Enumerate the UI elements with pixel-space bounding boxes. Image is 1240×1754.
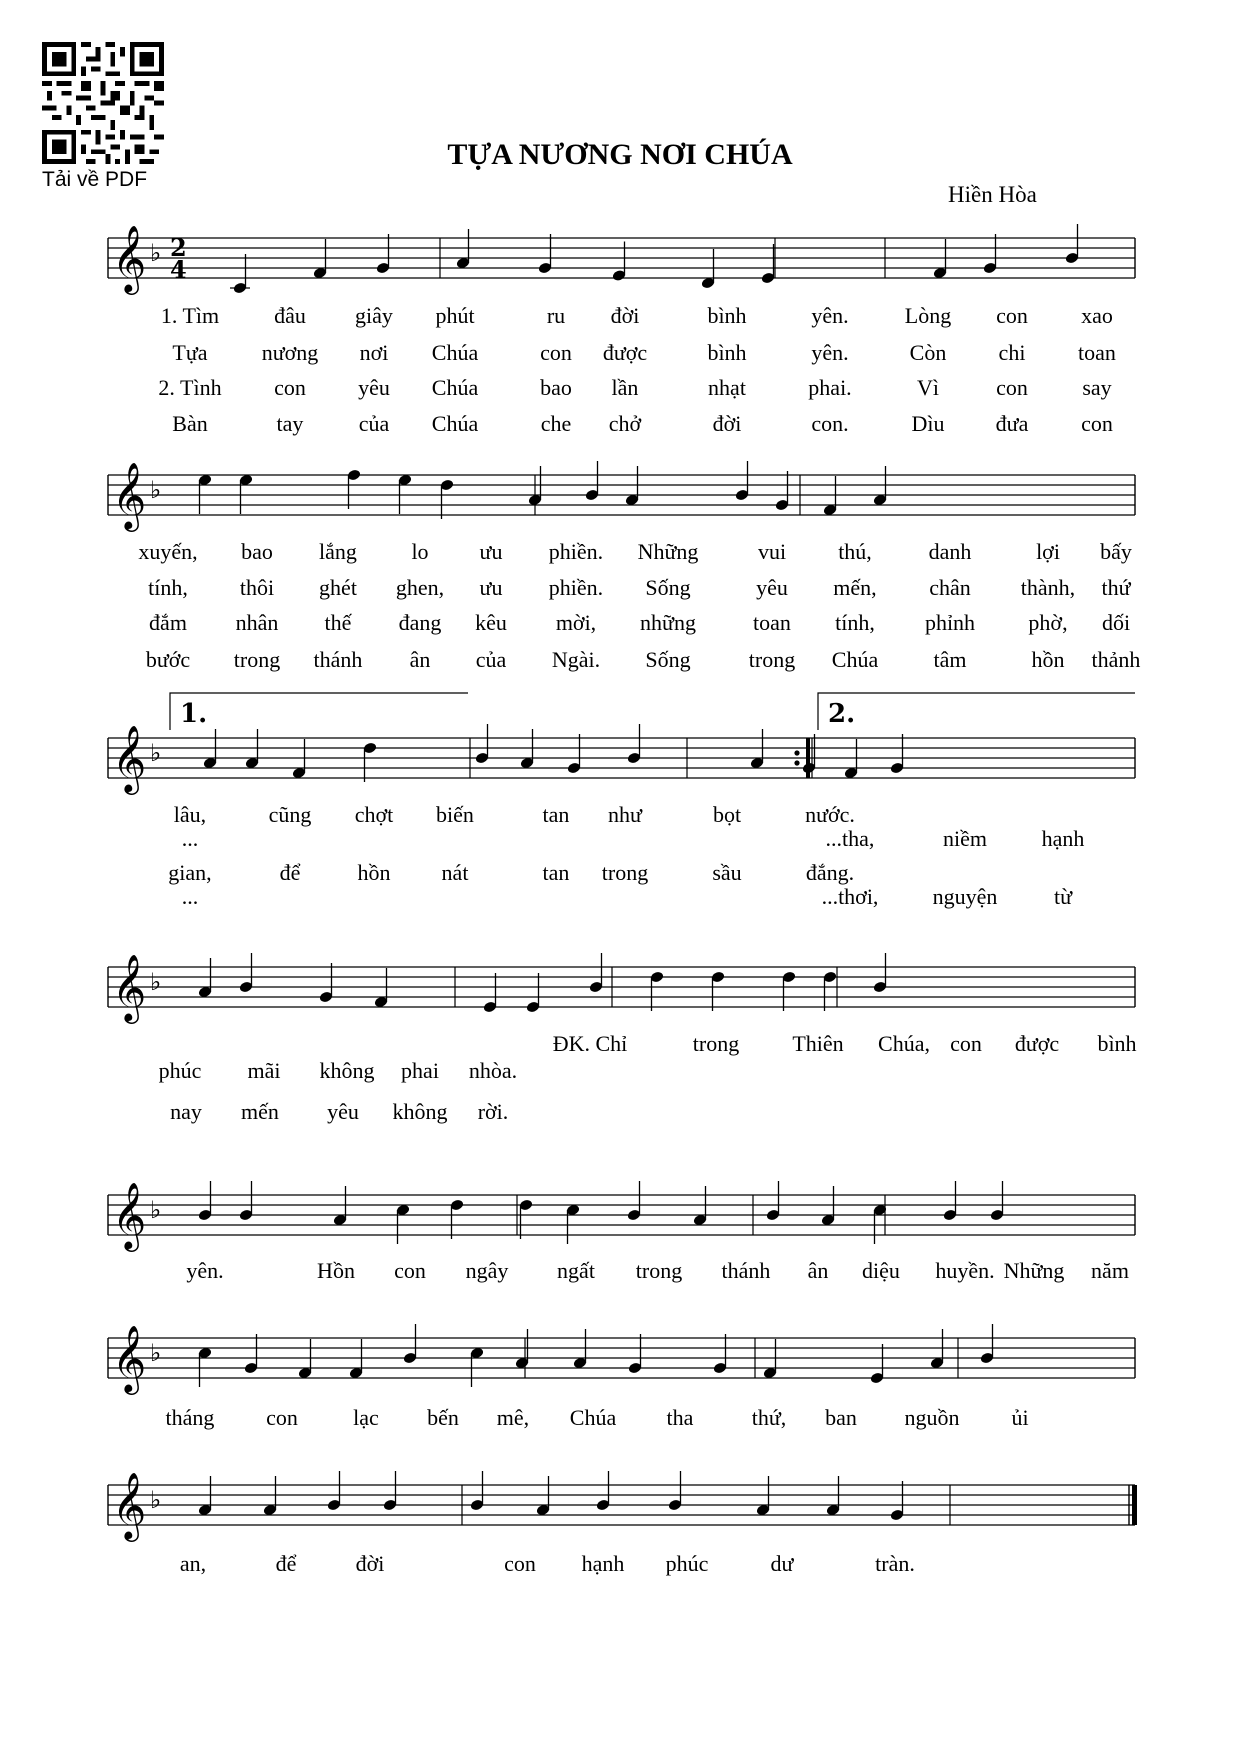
lyric-syllable: ghét [319,575,357,600]
lyric-syllable: an, [179,1551,207,1576]
lyric-syllable: phai. [808,375,852,400]
lyric-syllable: bọt [712,802,742,827]
lyric-syllable: bến [427,1405,459,1430]
lyric-syllable: đời [610,303,640,328]
lyric-syllable: bước [145,647,191,672]
lyric-syllable: Ngài. [551,647,601,672]
lyric-syllable: phiền. [548,539,604,564]
lyric-syllable: phúc [665,1551,709,1576]
lyric-syllable: không [392,1099,448,1124]
lyric-syllable: ... [181,826,199,851]
lyric-syllable: nhân [235,610,279,635]
lyric-syllable: Vì [917,375,939,400]
lyric-line [0,411,1240,441]
volta-2-label: 2. [828,699,856,729]
key-signature-flat: ♭ [150,1339,162,1367]
lyric-line [0,647,1240,677]
lyric-syllable: Chúa [431,375,479,400]
lyric-syllable: xao [1081,303,1113,328]
lyric-syllable: không [319,1058,375,1083]
lyric-syllable: con [1081,411,1113,436]
lyric-syllable: bao [540,375,572,400]
repeat-dot [794,760,799,765]
lyric-syllable: nguồn [904,1405,960,1430]
lyric-syllable: lâu, [173,802,207,827]
staff-system [108,953,1135,1024]
lyric-line [0,1031,1240,1061]
lyric-syllable: Chúa [431,340,479,365]
lyric-line [0,610,1240,640]
lyric-syllable: tháng [165,1405,215,1430]
lyric-syllable: trong [692,1031,740,1056]
final-barline-thick [1132,1485,1137,1525]
lyric-syllable: đâu [274,303,306,328]
lyric-syllable: lần [611,375,639,400]
lyric-syllable: Tựa [172,340,208,365]
lyric-syllable: phúc [158,1058,202,1083]
lyric-syllable: thú, [838,539,872,564]
lyric-line [0,1258,1240,1288]
staff-system [108,1181,1135,1252]
lyric-syllable: thảnh [1091,647,1141,672]
lyric-syllable: danh [928,539,972,564]
key-signature-flat: ♭ [150,1196,162,1224]
lyric-syllable: Chúa [569,1405,617,1430]
key-signature-flat: ♭ [150,968,162,996]
lyric-syllable: ngất [557,1258,595,1283]
lyric-syllable: Những [1003,1258,1065,1283]
lyric-syllable: yên. [811,303,849,328]
lyric-syllable: giây [355,303,393,328]
treble-clef: 𝄞 [112,1181,147,1249]
treble-clef: 𝄞 [112,224,147,292]
lyric-syllable: lợi [1036,539,1060,564]
lyric-syllable: những [640,610,696,635]
lyric-syllable: để [275,1551,297,1576]
lyric-syllable: con. [811,411,849,436]
staff-system [108,461,1135,532]
treble-clef: 𝄞 [112,461,147,529]
lyric-line [0,826,1240,856]
lyric-syllable: yêu [327,1099,359,1124]
lyric-syllable: kêu [475,610,507,635]
lyric-syllable: chở [608,411,642,436]
key-signature-flat: ♭ [150,239,162,267]
lyric-syllable: ĐK. Chỉ [552,1031,628,1056]
lyric-syllable: toan [1078,340,1116,365]
volta-1-label: 1. [180,699,208,729]
lyric-syllable: con [394,1258,426,1283]
staff-system [108,224,1135,295]
lyric-line [0,375,1240,405]
lyric-syllable: năm [1091,1258,1129,1283]
lyric-syllable: lo [411,539,429,564]
lyric-syllable: đắng. [805,860,855,885]
lyric-syllable: ngây [465,1258,509,1283]
lyric-syllable: chân [929,575,971,600]
lyric-syllable: ...tha, [825,826,875,851]
lyric-syllable: sầu [712,860,742,885]
lyric-syllable: đời [712,411,742,436]
lyric-syllable: phờ, [1028,610,1068,635]
lyric-syllable: tan [542,802,570,827]
lyric-syllable: Bàn [172,411,208,436]
lyric-syllable: tha [666,1405,694,1430]
lyric-syllable: thứ, [751,1405,787,1430]
lyric-syllable: từ [1053,884,1073,909]
download-pdf-link[interactable]: Tải về PDF [42,168,148,191]
lyric-syllable: thôi [239,575,275,600]
lyric-syllable: tâm [933,647,967,672]
lyric-syllable: nương [261,340,319,365]
lyric-syllable: yêu [358,375,390,400]
lyric-syllable: phiền. [548,575,604,600]
time-signature-bottom: 4 [170,255,187,284]
lyric-syllable: lắng [319,539,357,564]
lyric-syllable: vui [757,539,787,564]
lyric-syllable: biến [436,802,474,827]
lyric-syllable: trong [748,647,796,672]
lyric-syllable: nhòa. [468,1058,518,1083]
lyric-syllable: ân [807,1258,829,1283]
staff-system [108,724,1135,795]
lyric-syllable: con [504,1551,536,1576]
lyric-syllable: nát [441,860,469,885]
lyric-syllable: trong [635,1258,683,1283]
lyric-syllable: gian, [168,860,212,885]
treble-clef: 𝄞 [112,1471,147,1539]
repeat-dot [794,750,799,755]
lyric-line [0,1405,1240,1435]
lyric-syllable: hồn [357,860,391,885]
lyric-syllable: nhạt [708,375,746,400]
lyric-syllable: xuyến, [138,539,198,564]
lyric-syllable: ủi [1011,1405,1029,1430]
key-signature-flat: ♭ [150,739,162,767]
song-title: TỰA NƯƠNG NƠI CHÚA [447,138,793,171]
lyric-syllable: Những [637,539,699,564]
lyric-syllable: bình [1097,1031,1137,1056]
lyric-syllable: phút [435,303,475,328]
lyric-syllable: ghen, [395,575,445,600]
volta-2-bracket [818,693,1135,730]
lyric-syllable: yêu [756,575,788,600]
staff-system [108,1324,1135,1395]
lyric-syllable: con [996,375,1028,400]
lyric-syllable: thánh [721,1258,771,1283]
lyric-syllable: ưu [479,575,503,600]
lyric-syllable: tràn. [875,1551,915,1576]
lyric-syllable: Thiên [792,1031,844,1056]
lyric-syllable: thành, [1020,575,1076,600]
lyric-syllable: bao [241,539,273,564]
lyric-syllable: 1. Tìm [160,303,220,328]
key-signature-flat: ♭ [150,476,162,504]
lyric-line [0,575,1240,605]
lyric-line [0,1551,1240,1581]
key-signature-flat: ♭ [150,1486,162,1514]
lyric-syllable: che [540,411,572,436]
lyric-syllable: rời. [477,1099,509,1124]
lyric-syllable: ưu [479,539,503,564]
lyric-syllable: được [1014,1031,1060,1056]
lyric-line [0,884,1240,914]
lyric-syllable: của [475,647,507,672]
lyric-syllable: để [279,860,301,885]
lyric-syllable: tính, [835,610,875,635]
lyric-syllable: con [540,340,572,365]
lyric-syllable: Chúa [431,411,479,436]
lyric-syllable: huyền. [935,1258,995,1283]
lyric-syllable: đắm [149,610,187,635]
lyric-syllable: ru [546,303,566,328]
lyric-syllable: mời, [555,610,597,635]
lyric-syllable: mãi [247,1058,281,1083]
lyric-syllable: 2. Tình [158,375,222,400]
lyric-syllable: của [358,411,390,436]
lyric-line [0,539,1240,569]
lyric-syllable: toan [753,610,791,635]
lyric-syllable: hạnh [581,1551,625,1576]
lyric-syllable: trong [601,860,649,885]
time-signature-top: 2 [170,233,187,262]
lyric-syllable: Còn [909,340,947,365]
lyric-line [0,1058,1240,1088]
lyric-syllable: phai [401,1058,439,1083]
lyric-syllable: như [608,802,642,827]
lyric-syllable: đang [398,610,442,635]
composer-name: Hiền Hòa [948,182,1037,207]
lyric-syllable: con [274,375,306,400]
lyric-syllable: mê, [496,1405,530,1430]
lyric-syllable: dư [770,1551,794,1576]
lyric-syllable: niềm [943,826,987,851]
lyric-syllable: bình [707,340,747,365]
lyric-syllable: Sống [645,647,691,672]
lyric-line [0,1099,1240,1129]
lyric-syllable: ân [409,647,431,672]
lyric-syllable: tính, [148,575,188,600]
lyric-syllable: ... [181,884,199,909]
lyric-syllable: phỉnh [924,610,976,635]
lyric-syllable: dối [1101,610,1131,635]
lyric-syllable: Chúa, [878,1031,930,1056]
lyric-syllable: nơi [359,340,389,365]
lyric-syllable: thánh [313,647,363,672]
lyric-syllable: chi [998,340,1026,365]
lyric-syllable: con [996,303,1028,328]
lyric-syllable: đời [355,1551,385,1576]
lyric-syllable: yên. [811,340,849,365]
lyric-syllable: mến [241,1099,279,1124]
lyric-syllable: được [602,340,648,365]
lyric-syllable: đưa [995,411,1029,436]
lyric-syllable: nước. [805,802,855,827]
lyric-syllable: chợt [354,802,394,827]
lyric-syllable: con [950,1031,982,1056]
lyric-syllable: thứ [1101,575,1131,600]
lyric-syllable: Hồn [317,1258,355,1283]
lyric-syllable: Chúa [831,647,879,672]
lyric-syllable: hồn [1031,647,1065,672]
lyric-syllable: yên. [186,1258,224,1283]
lyric-syllable: say [1082,375,1112,400]
repeat-barline [806,738,810,778]
lyric-line [0,340,1240,370]
lyric-syllable: con [266,1405,298,1430]
lyric-syllable: ban [825,1405,857,1430]
lyric-syllable: nay [170,1099,202,1124]
lyric-syllable: cũng [268,802,312,827]
lyric-syllable: tay [276,411,304,436]
lyric-syllable: mến, [833,575,877,600]
lyric-syllable: tan [542,860,570,885]
lyric-syllable: trong [233,647,281,672]
lyric-syllable: Dìu [911,411,945,436]
lyric-syllable: hạnh [1041,826,1085,851]
lyric-syllable: nguyện [932,884,998,909]
volta-brackets [170,693,1135,778]
lyric-syllable: thế [324,610,352,635]
staff-system [108,1471,1137,1542]
volta-1-bracket [170,693,468,730]
treble-clef: 𝄞 [112,1324,147,1392]
lyric-syllable: diệu [862,1258,900,1283]
lyric-syllable: bấy [1100,539,1132,564]
treble-clef: 𝄞 [112,953,147,1021]
lyric-syllable: Sống [645,575,691,600]
lyric-syllable: Lòng [904,303,952,328]
lyric-syllable: lạc [353,1405,379,1430]
lyric-syllable: ...thơi, [821,884,879,909]
lyric-line [0,303,1240,333]
treble-clef: 𝄞 [112,724,147,792]
lyric-syllable: bình [707,303,747,328]
